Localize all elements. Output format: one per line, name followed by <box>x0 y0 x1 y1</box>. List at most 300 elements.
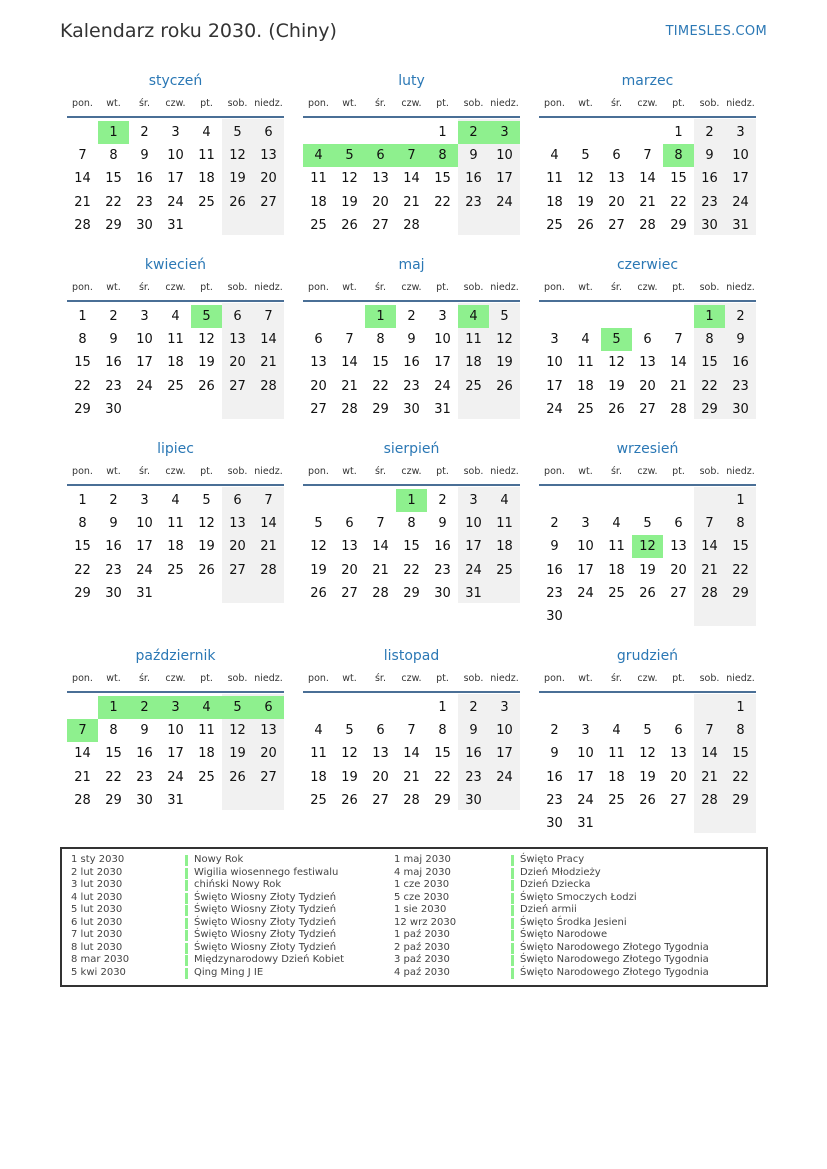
day-cell: 25 <box>577 401 594 417</box>
day-cell: 22 <box>701 378 718 394</box>
day-cell: 7 <box>78 148 87 164</box>
weekday-label: pt. <box>436 98 449 109</box>
day-cell: 13 <box>372 171 389 187</box>
weekday-label: pon. <box>544 282 565 293</box>
day-cell: 5 <box>581 148 590 164</box>
weekday-label: pon. <box>544 466 565 477</box>
day-cell: 28 <box>74 217 91 233</box>
day-cell: 3 <box>140 309 149 324</box>
day-cell: 22 <box>74 378 91 394</box>
day-cell: 15 <box>732 539 749 555</box>
weekday-label: czw. <box>165 282 186 293</box>
day-cell: 17 <box>546 378 563 394</box>
day-cell: 2 <box>438 493 447 508</box>
legend-holiday-name: Święto Narodowego Złotego Tygodnia <box>520 954 709 965</box>
weekday-label: pt. <box>436 466 449 477</box>
holiday-marker-icon <box>185 880 188 891</box>
month-name: luty <box>398 73 425 89</box>
weekday-label: śr. <box>374 282 386 293</box>
legend-holiday-name: chiński Nowy Rok <box>194 879 282 890</box>
brand-link[interactable]: TIMESLES.COM <box>665 24 767 39</box>
month-11 <box>303 648 520 828</box>
day-cell: 7 <box>407 723 416 739</box>
day-cell: 20 <box>372 769 389 785</box>
day-cell: 2 <box>109 493 118 508</box>
legend-holiday-name: Święto Wiosny Złoty Tydzień <box>194 929 337 940</box>
day-cell: 28 <box>701 585 718 601</box>
day-cell: 3 <box>581 723 590 739</box>
weekday-label: pt. <box>672 98 685 109</box>
legend-date: 3 lut 2030 <box>71 879 123 890</box>
month-header-rule <box>303 691 520 693</box>
day-cell: 15 <box>74 355 91 371</box>
day-cell: 23 <box>465 769 482 785</box>
day-cell: 20 <box>260 746 277 762</box>
day-cell: 27 <box>372 217 389 233</box>
day-cell: 15 <box>105 171 122 187</box>
day-cell: 22 <box>434 194 451 210</box>
day-cell: 10 <box>465 516 482 532</box>
weekday-label: pt. <box>200 98 213 109</box>
holiday-marker-icon <box>511 955 514 966</box>
day-cell: 10 <box>496 723 513 739</box>
weekday-label: niedz. <box>726 98 755 109</box>
day-cell: 22 <box>403 562 420 578</box>
weekday-label: niedz. <box>490 466 519 477</box>
day-cell: 30 <box>403 401 420 417</box>
day-cell: 4 <box>612 516 621 532</box>
holiday-legend <box>60 847 768 987</box>
legend-holiday-name: Święto Wiosny Złoty Tydzień <box>194 916 337 928</box>
day-cell: 27 <box>341 585 358 601</box>
holiday-day-cell: 7 <box>396 144 427 167</box>
weekday-label: czw. <box>165 673 186 684</box>
holiday-marker-icon <box>511 905 514 916</box>
day-cell: 21 <box>372 562 389 578</box>
holiday-day-cell: 5 <box>601 328 632 351</box>
legend-holiday-name: Wigilia wiosennego festiwalu <box>194 866 339 878</box>
day-cell: 2 <box>550 516 559 532</box>
day-cell: 1 <box>438 700 447 715</box>
day-cell: 25 <box>167 562 184 578</box>
day-cell: 13 <box>670 746 687 762</box>
weekday-label: wt. <box>106 673 121 684</box>
day-cell: 22 <box>732 769 749 785</box>
day-cell: 28 <box>260 378 277 394</box>
legend-holiday-name: Święto Wiosny Złoty Tydzień <box>194 891 337 903</box>
day-cell: 7 <box>643 148 652 164</box>
day-cell: 11 <box>198 148 215 164</box>
day-cell: 23 <box>105 562 122 578</box>
day-cell: 28 <box>260 562 277 578</box>
day-cell: 17 <box>434 355 451 371</box>
weekday-label: sob. <box>227 282 248 293</box>
weekday-label: niedz. <box>726 282 755 293</box>
day-cell: 31 <box>434 401 451 417</box>
day-cell: 24 <box>496 769 513 785</box>
holiday-marker-icon <box>511 880 514 891</box>
day-cell: 9 <box>109 516 118 532</box>
day-cell: 27 <box>372 792 389 808</box>
holiday-day-cell: 1 <box>694 305 725 328</box>
day-cell: 10 <box>434 332 451 348</box>
day-cell: 18 <box>310 769 327 785</box>
day-cell: 11 <box>310 746 327 762</box>
day-cell: 9 <box>736 332 745 348</box>
day-cell: 4 <box>550 148 559 164</box>
legend-holiday-name: Dzień armii <box>520 904 577 915</box>
legend-date: 8 lut 2030 <box>71 941 123 953</box>
day-cell: 16 <box>701 171 718 187</box>
day-cell: 25 <box>310 217 327 233</box>
day-cell: 2 <box>109 309 118 324</box>
day-cell: 9 <box>550 539 559 555</box>
day-cell: 13 <box>229 332 246 348</box>
day-cell: 31 <box>465 585 482 601</box>
day-cell: 16 <box>434 539 451 555</box>
day-cell: 18 <box>577 378 594 394</box>
day-cell: 11 <box>496 516 513 532</box>
day-cell: 14 <box>341 355 358 371</box>
day-cell: 14 <box>403 171 420 187</box>
weekday-label: śr. <box>610 673 622 684</box>
weekday-label: pt. <box>672 466 685 477</box>
day-cell: 20 <box>229 539 246 555</box>
day-cell: 25 <box>198 769 215 785</box>
day-cell: 1 <box>78 493 87 508</box>
day-cell: 30 <box>136 217 153 233</box>
day-cell: 31 <box>167 792 184 808</box>
day-cell: 21 <box>341 378 358 394</box>
day-cell: 17 <box>577 562 594 578</box>
day-cell: 10 <box>732 148 749 164</box>
weekday-label: wt. <box>578 98 593 109</box>
weekday-label: pon. <box>72 282 93 293</box>
month-8 <box>303 441 520 621</box>
day-cell: 10 <box>577 539 594 555</box>
day-cell: 13 <box>260 148 277 164</box>
holiday-day-cell: 1 <box>396 489 427 512</box>
day-cell: 10 <box>496 148 513 164</box>
day-cell: 12 <box>310 539 327 555</box>
day-cell: 30 <box>465 792 482 808</box>
holiday-marker-icon <box>185 930 188 941</box>
month-1 <box>67 73 284 253</box>
day-cell: 23 <box>465 194 482 210</box>
day-cell: 8 <box>109 148 118 164</box>
weekday-label: pon. <box>72 673 93 684</box>
weekday-label: pon. <box>308 466 329 477</box>
holiday-marker-icon <box>511 943 514 954</box>
month-header-rule <box>303 116 520 118</box>
day-cell: 26 <box>229 769 246 785</box>
holiday-day-cell: 12 <box>632 535 663 558</box>
day-cell: 8 <box>736 723 745 739</box>
day-cell: 22 <box>74 562 91 578</box>
day-cell: 14 <box>372 539 389 555</box>
day-cell: 22 <box>732 562 749 578</box>
month-5 <box>303 257 520 437</box>
weekday-label: sob. <box>463 98 484 109</box>
day-cell: 23 <box>732 378 749 394</box>
day-cell: 28 <box>701 792 718 808</box>
day-cell: 26 <box>198 562 215 578</box>
month-header-rule <box>539 116 756 118</box>
day-cell: 16 <box>732 355 749 371</box>
weekday-label: śr. <box>374 673 386 684</box>
day-cell: 23 <box>136 194 153 210</box>
weekday-label: śr. <box>610 282 622 293</box>
day-cell: 31 <box>732 217 749 233</box>
weekday-label: śr. <box>374 466 386 477</box>
day-cell: 8 <box>407 516 416 532</box>
day-cell: 24 <box>136 378 153 394</box>
day-cell: 18 <box>465 355 482 371</box>
legend-holiday-name: Qing Ming J IE <box>194 966 264 978</box>
month-header-rule <box>67 300 284 302</box>
holiday-marker-icon <box>185 905 188 916</box>
day-cell: 14 <box>74 746 91 762</box>
legend-date: 6 lut 2030 <box>71 916 123 928</box>
weekday-label: pt. <box>672 673 685 684</box>
month-name: wrzesień <box>616 441 679 457</box>
weekday-label: pt. <box>200 282 213 293</box>
day-cell: 28 <box>372 585 389 601</box>
day-cell: 29 <box>670 217 687 233</box>
day-cell: 8 <box>78 332 87 348</box>
holiday-day-cell: 1 <box>98 121 129 144</box>
month-header-rule <box>67 691 284 693</box>
day-cell: 17 <box>496 171 513 187</box>
day-cell: 16 <box>136 171 153 187</box>
month-header-rule <box>539 300 756 302</box>
day-cell: 13 <box>260 723 277 739</box>
holiday-marker-icon <box>185 893 188 904</box>
weekday-label: sob. <box>699 673 720 684</box>
weekday-label: sob. <box>463 673 484 684</box>
weekday-label: pt. <box>200 466 213 477</box>
month-name: styczeń <box>148 73 203 89</box>
day-cell: 16 <box>546 562 563 578</box>
day-cell: 28 <box>403 792 420 808</box>
weekday-label: sob. <box>699 98 720 109</box>
day-cell: 1 <box>438 125 447 140</box>
day-cell: 23 <box>701 194 718 210</box>
day-cell: 3 <box>500 700 509 715</box>
month-4 <box>67 257 284 437</box>
weekday-label: niedz. <box>254 466 283 477</box>
day-cell: 5 <box>500 309 509 324</box>
holiday-day-cell: 3 <box>489 121 520 144</box>
day-cell: 3 <box>736 125 745 140</box>
weekday-label: śr. <box>138 98 150 109</box>
day-cell: 13 <box>372 746 389 762</box>
day-cell: 10 <box>167 148 184 164</box>
day-cell: 15 <box>372 355 389 371</box>
day-cell: 29 <box>701 401 718 417</box>
month-9 <box>539 441 756 624</box>
legend-date: 5 cze 2030 <box>394 891 450 903</box>
day-cell: 3 <box>469 493 478 508</box>
day-cell: 23 <box>546 585 563 601</box>
holiday-day-cell: 4 <box>303 144 334 167</box>
day-cell: 9 <box>438 516 447 532</box>
day-cell: 9 <box>550 746 559 762</box>
day-cell: 12 <box>229 148 246 164</box>
day-cell: 31 <box>167 217 184 233</box>
day-cell: 17 <box>167 746 184 762</box>
day-cell: 3 <box>438 309 447 324</box>
legend-holiday-name: Dzień Młodzieży <box>520 866 601 878</box>
holiday-marker-icon <box>185 968 188 979</box>
holiday-marker-icon <box>511 893 514 904</box>
day-cell: 6 <box>674 516 683 532</box>
holiday-marker-icon <box>185 868 188 879</box>
day-cell: 16 <box>136 746 153 762</box>
day-cell: 30 <box>546 816 563 831</box>
holiday-marker-icon <box>511 855 514 866</box>
day-cell: 26 <box>341 792 358 808</box>
weekday-label: sob. <box>463 466 484 477</box>
day-cell: 22 <box>105 194 122 210</box>
day-cell: 10 <box>136 332 153 348</box>
day-cell: 11 <box>198 723 215 739</box>
holiday-day-cell: 2 <box>458 121 489 144</box>
day-cell: 27 <box>670 792 687 808</box>
holiday-day-cell: 8 <box>663 144 694 167</box>
day-cell: 2 <box>550 723 559 739</box>
day-cell: 23 <box>434 562 451 578</box>
day-cell: 20 <box>670 562 687 578</box>
day-cell: 9 <box>140 723 149 739</box>
day-cell: 7 <box>674 332 683 348</box>
day-cell: 25 <box>608 792 625 808</box>
day-cell: 28 <box>403 217 420 233</box>
day-cell: 26 <box>198 378 215 394</box>
day-cell: 28 <box>670 401 687 417</box>
weekday-label: pon. <box>308 98 329 109</box>
day-cell: 14 <box>670 355 687 371</box>
weekday-label: czw. <box>165 98 186 109</box>
day-cell: 17 <box>732 171 749 187</box>
day-cell: 3 <box>171 125 180 140</box>
day-cell: 8 <box>736 516 745 532</box>
holiday-day-cell: 4 <box>458 305 489 328</box>
legend-holiday-name: Święto Wiosny Złoty Tydzień <box>194 941 337 953</box>
day-cell: 13 <box>341 539 358 555</box>
day-cell: 5 <box>643 516 652 532</box>
day-cell: 1 <box>674 125 683 140</box>
weekday-label: pon. <box>308 673 329 684</box>
day-cell: 29 <box>372 401 389 417</box>
day-cell: 27 <box>608 217 625 233</box>
day-cell: 24 <box>167 769 184 785</box>
day-cell: 20 <box>260 171 277 187</box>
day-cell: 12 <box>341 171 358 187</box>
day-cell: 16 <box>465 746 482 762</box>
day-cell: 18 <box>608 769 625 785</box>
holiday-day-cell: 4 <box>191 696 222 719</box>
day-cell: 12 <box>229 723 246 739</box>
day-cell: 25 <box>198 194 215 210</box>
holiday-day-cell: 5 <box>334 144 365 167</box>
legend-date: 4 maj 2030 <box>394 866 451 878</box>
day-cell: 15 <box>670 171 687 187</box>
weekday-label: niedz. <box>490 98 519 109</box>
day-cell: 30 <box>136 792 153 808</box>
day-cell: 18 <box>496 539 513 555</box>
day-cell: 9 <box>469 148 478 164</box>
weekday-label: czw. <box>637 98 658 109</box>
day-cell: 1 <box>736 493 745 508</box>
day-cell: 5 <box>233 125 242 140</box>
day-cell: 29 <box>403 585 420 601</box>
legend-date: 1 paź 2030 <box>394 929 450 940</box>
day-cell: 25 <box>310 792 327 808</box>
day-cell: 25 <box>465 378 482 394</box>
weekday-label: pt. <box>436 673 449 684</box>
month-header-rule <box>539 484 756 486</box>
day-cell: 7 <box>345 332 354 348</box>
day-cell: 10 <box>577 746 594 762</box>
day-cell: 8 <box>438 723 447 739</box>
day-cell: 14 <box>701 539 718 555</box>
day-cell: 9 <box>469 723 478 739</box>
weekday-label: pt. <box>200 673 213 684</box>
day-cell: 19 <box>608 378 625 394</box>
day-cell: 25 <box>608 585 625 601</box>
day-cell: 18 <box>608 562 625 578</box>
day-cell: 21 <box>701 562 718 578</box>
day-cell: 3 <box>581 516 590 532</box>
day-cell: 17 <box>496 746 513 762</box>
day-cell: 26 <box>310 585 327 601</box>
day-cell: 4 <box>202 125 211 140</box>
day-cell: 28 <box>74 792 91 808</box>
day-cell: 30 <box>732 401 749 417</box>
day-cell: 29 <box>105 792 122 808</box>
day-cell: 5 <box>202 493 211 508</box>
legend-date: 2 lut 2030 <box>71 866 123 878</box>
day-cell: 24 <box>546 401 563 417</box>
day-cell: 15 <box>434 746 451 762</box>
legend-holiday-name: Święto Wiosny Złoty Tydzień <box>194 904 337 915</box>
day-cell: 24 <box>167 194 184 210</box>
day-cell: 5 <box>643 723 652 739</box>
day-cell: 21 <box>403 769 420 785</box>
day-cell: 13 <box>310 355 327 371</box>
day-cell: 22 <box>372 378 389 394</box>
day-cell: 13 <box>229 516 246 532</box>
day-cell: 23 <box>136 769 153 785</box>
holiday-day-cell: 2 <box>129 696 160 719</box>
day-cell: 11 <box>167 516 184 532</box>
weekday-label: niedz. <box>254 673 283 684</box>
holiday-day-cell: 6 <box>253 696 284 719</box>
day-cell: 19 <box>198 355 215 371</box>
day-cell: 4 <box>314 723 323 739</box>
day-cell: 27 <box>260 194 277 210</box>
day-cell: 13 <box>608 171 625 187</box>
day-cell: 4 <box>581 332 590 348</box>
day-cell: 29 <box>732 585 749 601</box>
holiday-day-cell: 8 <box>427 144 458 167</box>
day-cell: 19 <box>639 769 656 785</box>
day-cell: 23 <box>546 792 563 808</box>
weekday-label: śr. <box>610 466 622 477</box>
day-cell: 29 <box>105 217 122 233</box>
day-cell: 26 <box>639 792 656 808</box>
